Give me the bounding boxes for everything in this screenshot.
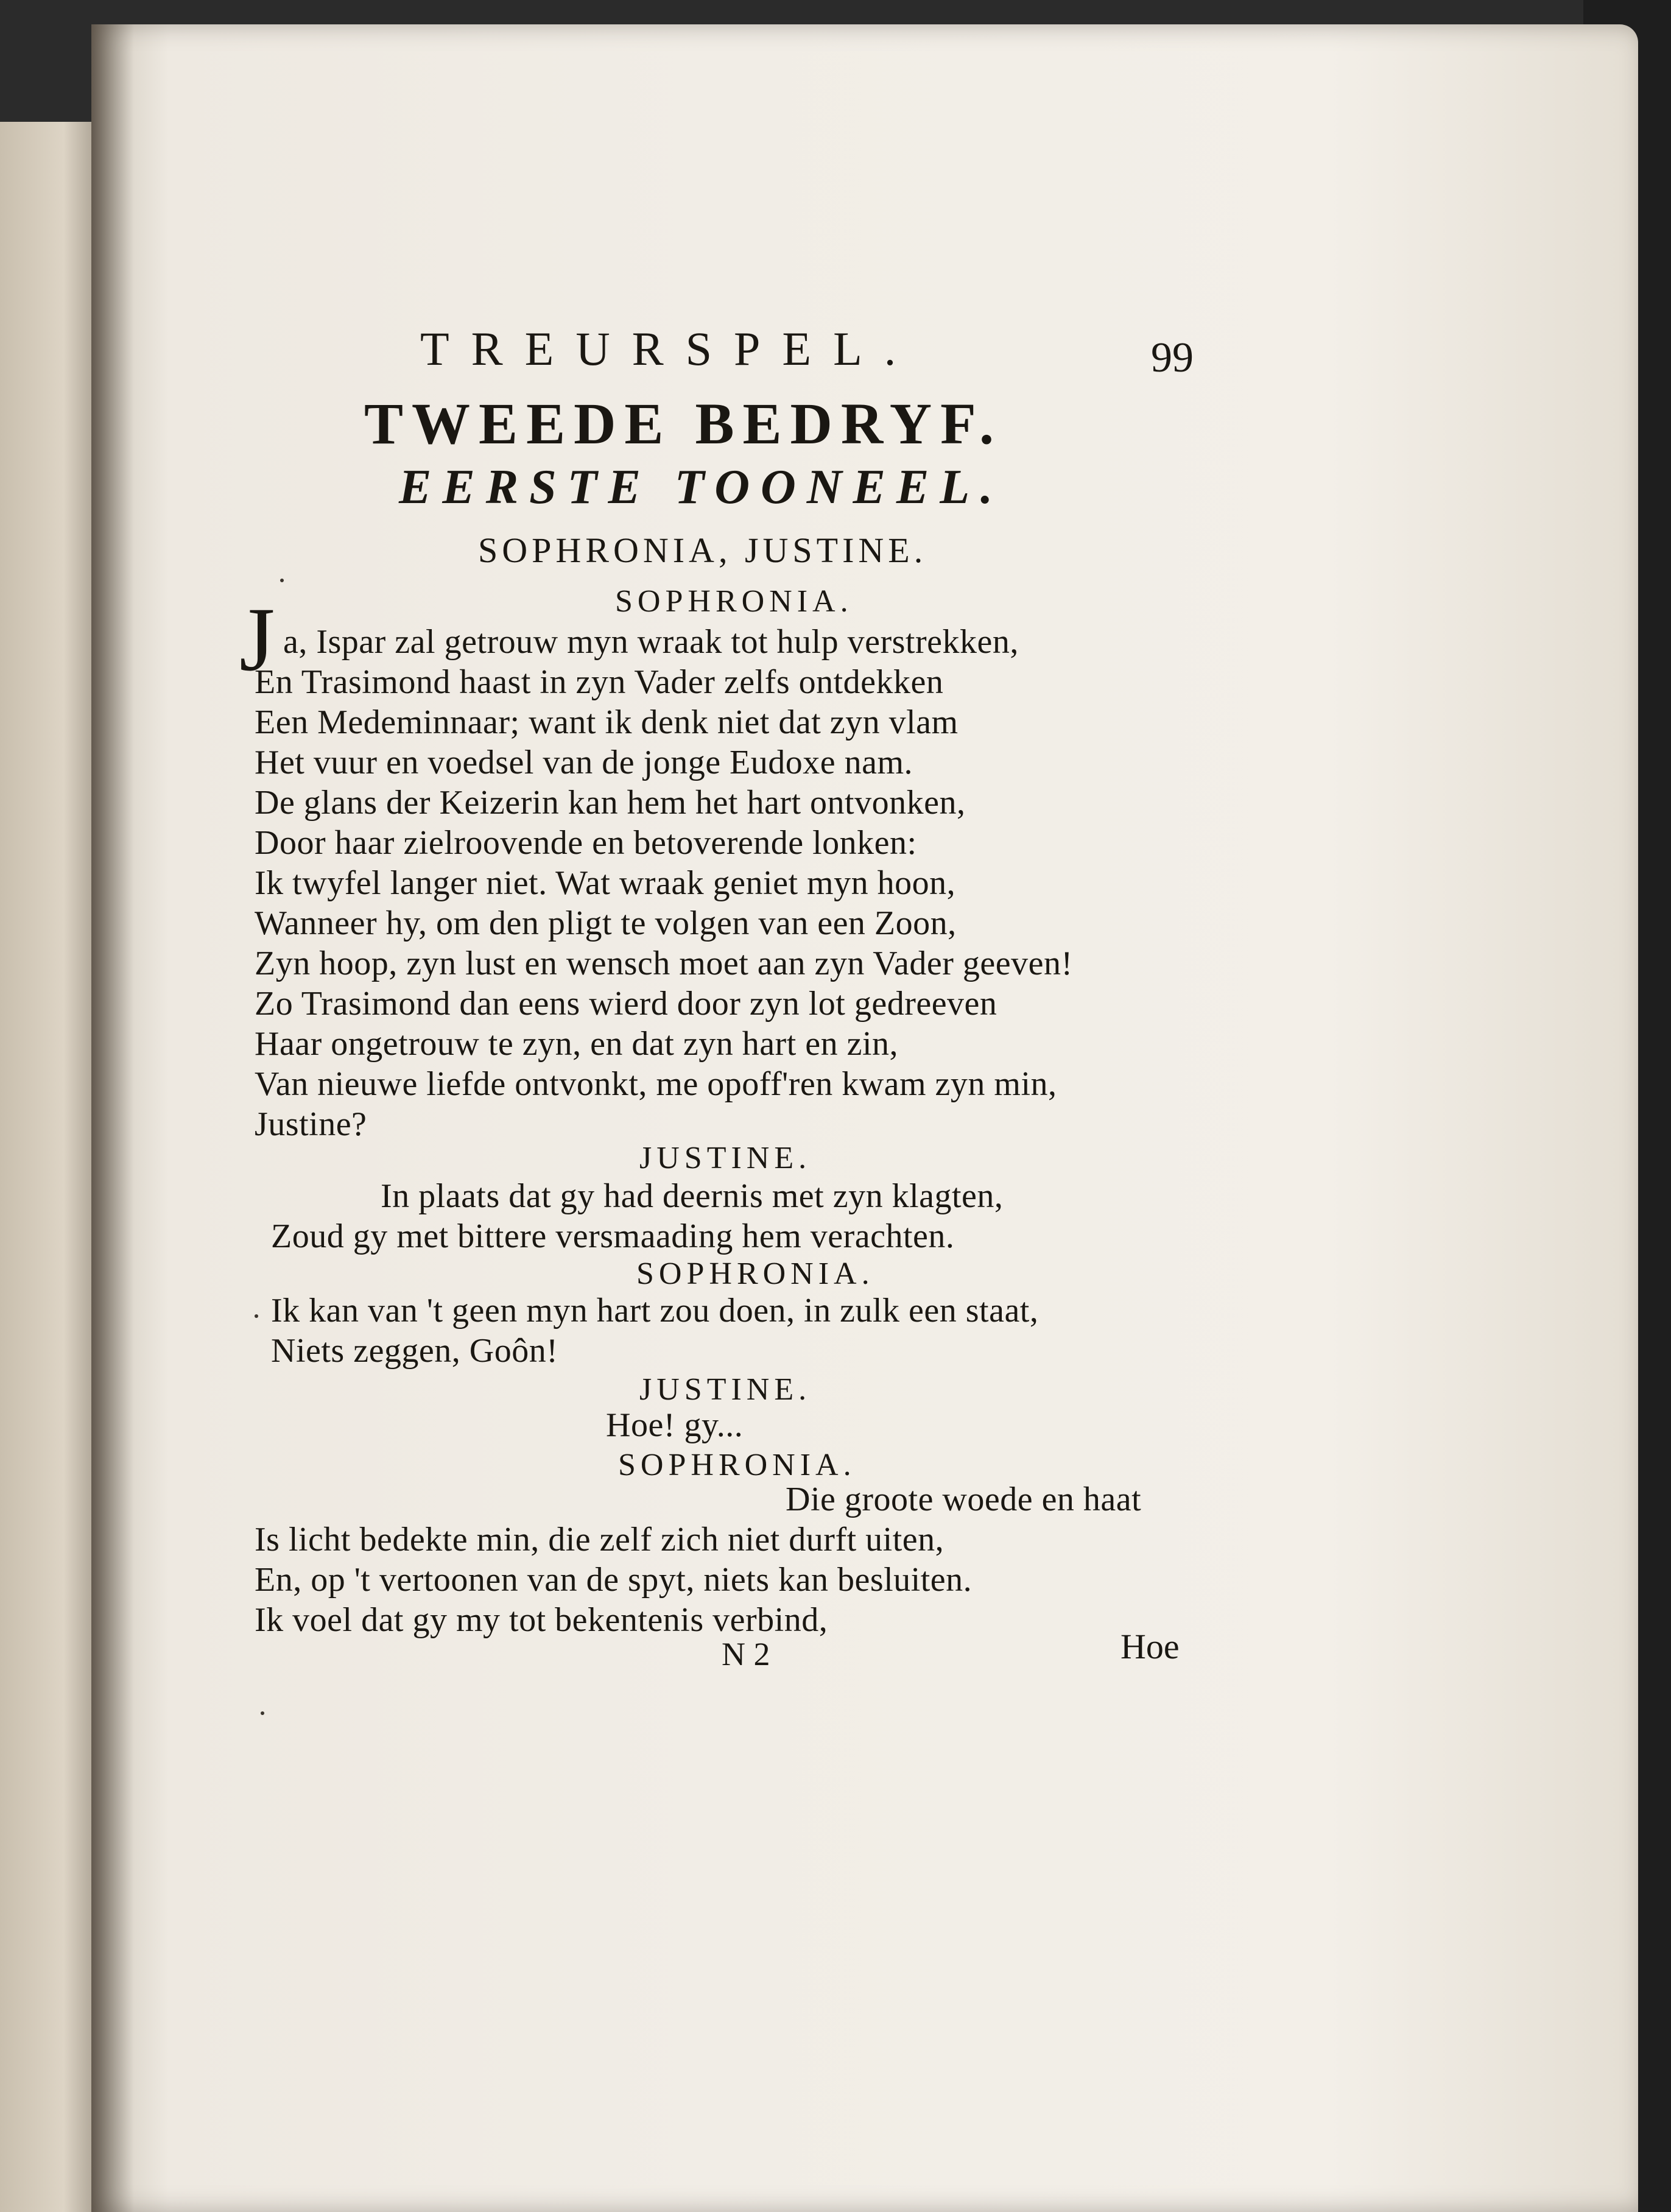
speaker-label: SOPHRONIA. xyxy=(636,1256,874,1291)
margin-mark xyxy=(261,1711,264,1715)
verse-line: Van nieuwe liefde ontvonkt, me opoff'ren kwam zyn min, xyxy=(255,1065,1057,1103)
speaker-label: JUSTINE. xyxy=(639,1372,812,1407)
catchword: Hoe xyxy=(1120,1627,1180,1666)
speaker-label: JUSTINE. xyxy=(639,1141,812,1175)
verse-line: Het vuur en voedsel van de jonge Eudoxe nam. xyxy=(255,744,913,781)
verse-line: Een Medeminnaar; want ik denk niet dat zyn vlam xyxy=(255,703,959,741)
verse-line: Niets zeggen, Goôn! xyxy=(271,1332,558,1370)
speaker-label: SOPHRONIA. xyxy=(618,1448,856,1482)
verse-line: Hoe! gy... xyxy=(606,1406,744,1444)
verse-line: In plaats dat gy had deernis met zyn klagten, xyxy=(381,1177,1004,1215)
verse-line: Door haar zielroovende en betoverende lonken: xyxy=(255,824,917,862)
margin-mark xyxy=(280,579,284,582)
verse-line: Ik kan van 't geen myn hart zou doen, in zulk een staat, xyxy=(271,1292,1039,1330)
verse-line: Justine? xyxy=(255,1105,367,1143)
verse-line: Wanneer hy, om den pligt te volgen van een Zoon, xyxy=(255,904,957,942)
verse-line: Zyn hoop, zyn lust en wensch moet aan zyn Vader geeven! xyxy=(255,945,1073,982)
speaker-label: SOPHRONIA. xyxy=(615,584,853,619)
signature-mark: N 2 xyxy=(722,1636,770,1672)
verse-line: En Trasimond haast in zyn Vader zelfs ontdekken xyxy=(255,663,944,701)
margin-mark xyxy=(255,1314,258,1318)
act-title: TWEEDE BEDRYF. xyxy=(364,391,1002,456)
verse-line: a, Ispar zal getrouw myn wraak tot hulp verstrekken, xyxy=(283,623,1019,661)
running-head: TREURSPEL. xyxy=(420,322,918,375)
cast-list: SOPHRONIA, JUSTINE. xyxy=(478,530,927,570)
verse-line: En, op 't vertoonen van de spyt, niets kan besluiten. xyxy=(255,1561,973,1599)
verse-line: Haar ongetrouw te zyn, en dat zyn hart en zin, xyxy=(255,1025,899,1063)
verse-line: Zoud gy met bittere versmaading hem verachten. xyxy=(271,1217,955,1255)
verse-line: De glans der Keizerin kan hem het hart ontvonken, xyxy=(255,784,966,822)
verse-line: Ik twyfel langer niet. Wat wraak geniet myn hoon, xyxy=(255,864,956,902)
verse-line: Ik voel dat gy my tot bekentenis verbind, xyxy=(255,1601,828,1639)
page-gutter-shadow xyxy=(91,24,134,2212)
drop-cap: J xyxy=(239,589,275,690)
scene-title: EERSTE TOONEEL. xyxy=(399,460,1004,514)
verse-line: Zo Trasimond dan eens wierd door zyn lot gedreeven xyxy=(255,985,997,1023)
page-number: 99 xyxy=(1151,334,1194,381)
verse-line: Die groote woede en haat xyxy=(786,1481,1142,1518)
verse-line: Is licht bedekte min, die zelf zich niet durft uiten, xyxy=(255,1521,945,1559)
